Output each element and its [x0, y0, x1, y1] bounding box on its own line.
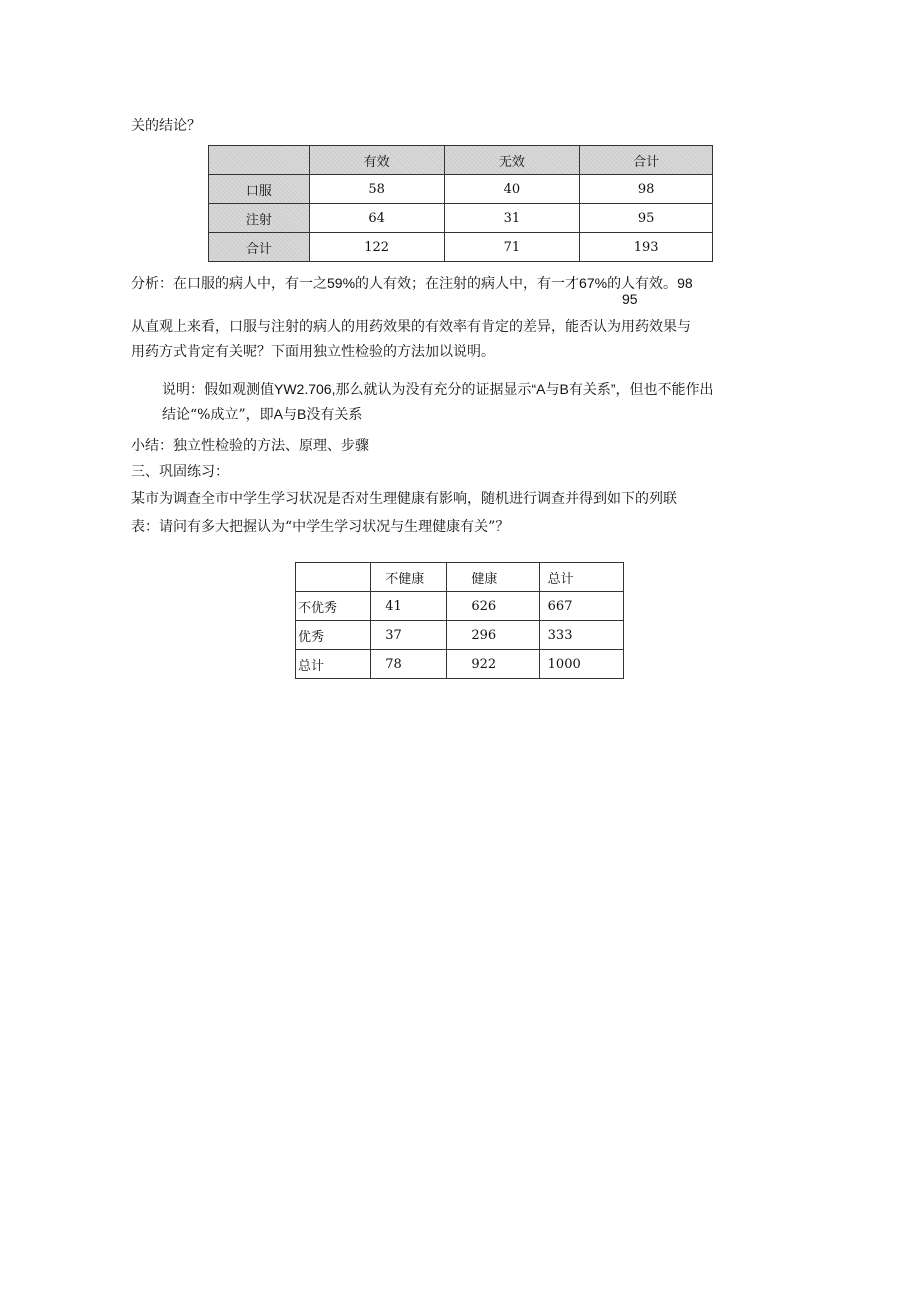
table-cell: 64: [309, 204, 444, 233]
table-cell: 193: [580, 233, 713, 262]
summary-line: 小结：独立性检验的方法、原理、步骤: [131, 438, 369, 454]
note-text: ，但也不能作出: [615, 382, 714, 398]
table-header-cell: 合计: [580, 146, 713, 175]
table-row: [209, 204, 713, 233]
table-row: [296, 592, 624, 621]
row-label: 总计: [296, 650, 371, 679]
note-line: [162, 405, 362, 424]
analysis-num-top: 98: [677, 275, 693, 291]
table-row: [296, 650, 624, 679]
analysis-suffix: 的人有效。: [607, 276, 678, 292]
table-header-cell: [296, 563, 371, 592]
analysis-prefix: 分析：在口服的病人中，有一之: [131, 276, 327, 292]
table-cell: 78: [371, 650, 447, 679]
analysis-pct1: 59%: [327, 275, 356, 291]
table-header-row: [209, 146, 713, 175]
row-label: 口服: [209, 175, 310, 204]
note-quote: “A与B有关系”: [531, 381, 616, 397]
contingency-table-health: [295, 562, 624, 679]
table-cell: 98: [580, 175, 713, 204]
table-cell: 37: [371, 621, 447, 650]
intro-line: 关的结论？: [131, 118, 201, 134]
note-text: 那么就认为没有充分的证据显示: [335, 382, 532, 398]
table-header-row: [296, 563, 624, 592]
table-row: [209, 233, 713, 262]
note-vars: A与B: [273, 406, 307, 422]
analysis-num-bottom: 95: [622, 291, 638, 307]
table-cell: 95: [580, 204, 713, 233]
analysis-pct2: 67%: [579, 275, 608, 291]
table-header-cell: 无效: [444, 146, 580, 175]
row-label: 优秀: [296, 621, 371, 650]
table-cell: 41: [371, 592, 447, 621]
table-header-cell: [209, 146, 310, 175]
table-header-cell: 有效: [309, 146, 444, 175]
paragraph-line: 从直观上来看，口服与注射的病人的用药效果的有效率有肯定的差异，能否认为用药效果与: [131, 319, 691, 335]
exercise-line: 某市为调查全市中学生学习状况是否对生理健康有影响，随机进行调查并得到如下的列联: [131, 491, 677, 507]
table-cell: 667: [539, 592, 623, 621]
table-cell: 626: [447, 592, 539, 621]
table-cell: 71: [444, 233, 580, 262]
contingency-table-medication: [208, 145, 713, 262]
note-value: YW2.706,: [274, 381, 336, 397]
note-text: 没有关系: [306, 407, 363, 423]
analysis-line: [131, 274, 693, 293]
note-text: 成立”，即: [210, 407, 274, 423]
table-cell: 1000: [539, 650, 623, 679]
table-cell: 296: [447, 621, 539, 650]
table-cell: 922: [447, 650, 539, 679]
paragraph-line: 用药方式肯定有关呢？下面用独立性检验的方法加以说明。: [131, 344, 495, 360]
row-label: 注射: [209, 204, 310, 233]
table-row: [296, 621, 624, 650]
table-cell: 40: [444, 175, 580, 204]
note-text: 说明：假如观测值: [162, 382, 274, 398]
section-heading: 三、巩固练习：: [131, 464, 229, 480]
table-cell: 333: [539, 621, 623, 650]
exercise-line: 表：请问有多大把握认为“中学生学习状况与生理健康有关”？: [131, 519, 510, 535]
table-cell: 31: [444, 204, 580, 233]
table-header-cell: 总计: [539, 563, 623, 592]
row-label: 合计: [209, 233, 310, 262]
row-label: 不优秀: [296, 592, 371, 621]
table-row: [209, 175, 713, 204]
table-header-cell: 不健康: [371, 563, 447, 592]
note-text: 结论“: [162, 407, 198, 423]
table-header-cell: 健康: [447, 563, 539, 592]
table-cell: 122: [309, 233, 444, 262]
analysis-mid: 的人有效；在注射的病人中，有一才: [355, 276, 580, 292]
note-line: [162, 380, 713, 399]
table-cell: 58: [309, 175, 444, 204]
note-symbol: %: [197, 407, 211, 423]
